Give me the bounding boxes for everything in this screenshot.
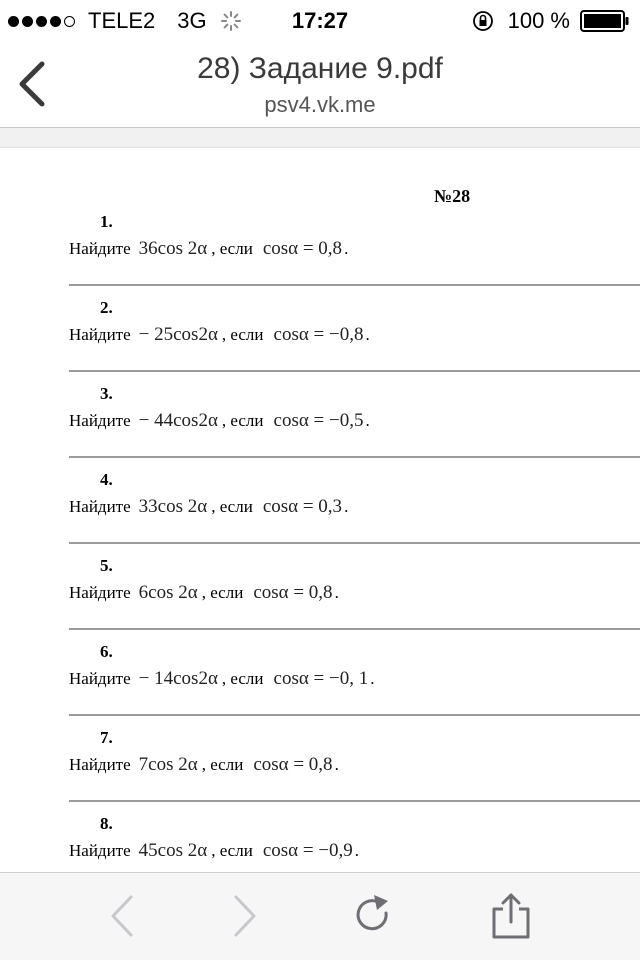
task-end: . — [334, 755, 339, 774]
task-separator: , если — [211, 239, 253, 258]
task-item — [0, 380, 640, 466]
divider — [69, 284, 640, 286]
task-expression: − 14cos2α — [138, 668, 218, 689]
task-condition: cosα = −0,9 — [262, 840, 353, 861]
battery-percentage: 100 % — [507, 8, 570, 33]
divider — [69, 714, 640, 716]
task-separator: , если — [221, 669, 264, 688]
forward-arrow-icon[interactable] — [220, 891, 270, 941]
task-item — [0, 466, 640, 552]
task-number: 2. — [100, 298, 113, 317]
task-lead: Найдите — [69, 669, 131, 688]
task-separator: , если — [221, 325, 264, 344]
task-expression: − 25cos2α — [138, 324, 218, 345]
task-number: 1. — [100, 212, 113, 231]
task-condition: cosα = −0,8 — [273, 324, 364, 345]
bottom-toolbar — [0, 872, 640, 960]
task-item — [0, 208, 640, 294]
task-condition: cosα = −0, 1 — [273, 668, 369, 689]
carrier-name: TELE2 — [88, 8, 156, 33]
task-end: . — [354, 841, 360, 860]
task-end: . — [344, 239, 349, 258]
task-expression: 7cos 2α — [138, 754, 198, 775]
task-text — [69, 582, 339, 604]
battery-icon — [580, 10, 630, 32]
task-end: . — [370, 669, 375, 688]
task-lead: Найдите — [69, 755, 131, 774]
task-text — [69, 324, 370, 346]
task-lead: Найдите — [69, 411, 131, 430]
task-separator: , если — [211, 841, 253, 860]
page-gap — [0, 128, 640, 148]
task-item — [0, 724, 640, 810]
task-expression: 36cos 2α — [138, 238, 208, 259]
divider — [69, 456, 640, 458]
status-right — [472, 8, 630, 34]
rotation-lock-icon — [472, 10, 494, 32]
task-text — [69, 496, 348, 518]
task-text — [69, 754, 339, 776]
document-title: 28) Задание 9.pdf — [197, 52, 443, 85]
task-end: . — [334, 583, 339, 602]
task-end: . — [365, 411, 370, 430]
task-lead: Найдите — [69, 841, 131, 860]
task-number: 6. — [100, 642, 113, 661]
share-icon[interactable] — [486, 891, 536, 941]
task-condition: cosα = −0,5 — [273, 410, 364, 431]
task-lead: Найдите — [69, 325, 131, 344]
task-end: . — [365, 325, 370, 344]
task-item — [0, 810, 640, 872]
task-condition: cosα = 0,8 — [262, 238, 343, 259]
task-separator: , если — [221, 411, 264, 430]
task-lead: Найдите — [69, 583, 131, 602]
task-expression: − 44cos2α — [138, 410, 218, 431]
task-end: . — [344, 497, 349, 516]
navigation-bar — [0, 40, 640, 128]
task-lead: Найдите — [69, 239, 131, 258]
task-expression: 33cos 2α — [138, 496, 208, 517]
divider — [69, 800, 640, 802]
task-number: 4. — [100, 470, 113, 489]
task-text — [69, 840, 359, 862]
task-item — [0, 638, 640, 724]
back-arrow-icon[interactable] — [97, 891, 147, 941]
status-time: 17:27 — [291, 8, 349, 33]
task-lead: Найдите — [69, 497, 131, 516]
task-text — [69, 410, 370, 432]
task-separator: , если — [201, 583, 244, 602]
task-number: 3. — [100, 384, 113, 403]
task-separator: , если — [201, 755, 244, 774]
task-number: 5. — [100, 556, 113, 575]
task-condition: cosα = 0,3 — [262, 496, 343, 517]
pdf-page[interactable] — [0, 148, 640, 872]
task-text — [69, 238, 348, 260]
task-expression: 45cos 2α — [138, 840, 208, 861]
task-number: 8. — [100, 814, 113, 833]
network-type: 3G — [177, 8, 207, 33]
task-separator: , если — [211, 497, 253, 516]
task-number: 7. — [100, 728, 113, 747]
reload-icon[interactable] — [348, 891, 398, 941]
divider — [69, 542, 640, 544]
page-heading: №28 — [434, 186, 471, 206]
task-text — [69, 668, 374, 690]
divider — [69, 370, 640, 372]
task-item — [0, 552, 640, 638]
task-condition: cosα = 0,8 — [253, 754, 333, 775]
status-bar — [0, 0, 640, 40]
task-item — [0, 294, 640, 380]
task-expression: 6cos 2α — [138, 582, 198, 603]
divider — [69, 628, 640, 630]
task-condition: cosα = 0,8 — [253, 582, 333, 603]
document-source-url: psv4.vk.me — [264, 92, 376, 117]
